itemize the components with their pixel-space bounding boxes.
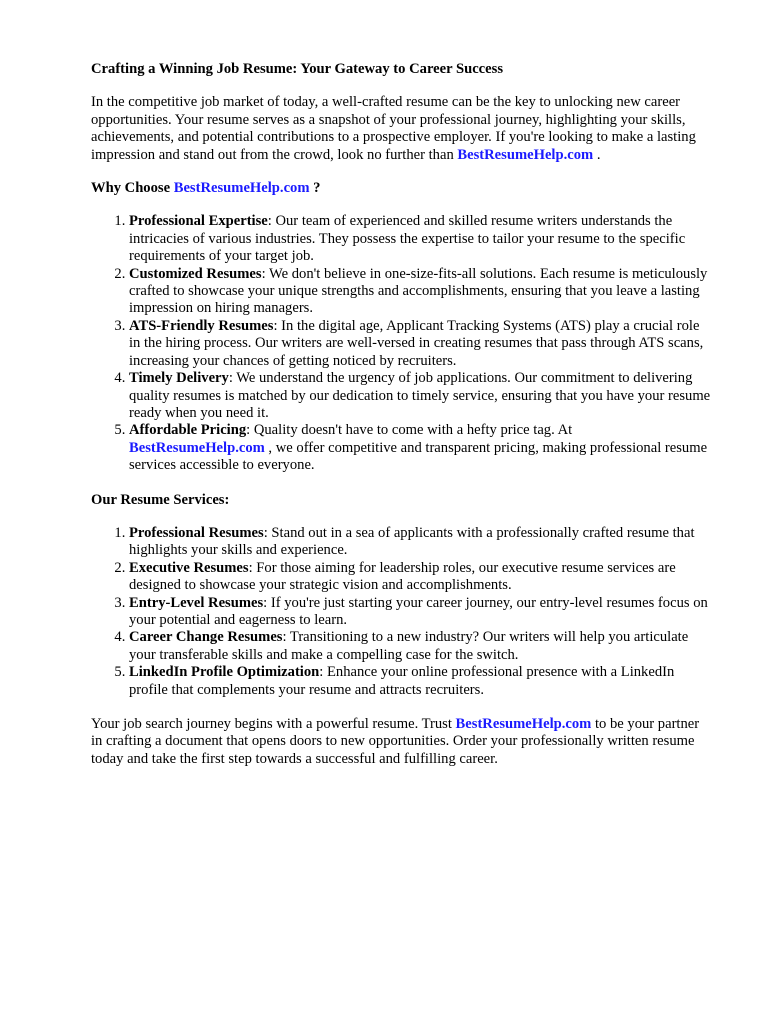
closing-site-link[interactable]: BestResumeHelp.com (455, 716, 592, 732)
intro-text: In the competitive job market of today, a well-crafted resume can be the key to unlocking new career opportunities. Your resume serves as a snapshot of your professional journey, highlighting your skills, achievements, and potential contributions to a prospective employer. If you're looking to make a lasting impression and stand out from the crowd, look no further than (91, 94, 696, 163)
item-text: : In the digital age, Applicant Tracking Systems (ATS) play a crucial role in the hiring process. Our writers are well-versed in creating resumes that pass through ATS scans, increasing your chances of getting noticed by recruiters. (129, 317, 704, 369)
services-heading: Our Resume Services: (91, 491, 230, 508)
why-site-link[interactable]: BestResumeHelp.com (173, 180, 310, 197)
item-term: Professional Expertise (129, 213, 268, 230)
document-title: Crafting a Winning Job Resume: Your Gateway to Career Success (91, 61, 503, 77)
list-item (129, 629, 711, 664)
item-term: Career Change Resumes (129, 629, 283, 646)
intro-paragraph (91, 94, 711, 164)
item-text: : Our team of experienced and skilled resume writers understands the intricacies of various industries. They possess the expertise to tailor your resume to the specific requirements of your target job. (129, 213, 686, 265)
item-term: Customized Resumes (129, 265, 262, 282)
item-term: Professional Resumes (129, 524, 264, 541)
intro-after: . (593, 146, 601, 163)
document-body (91, 61, 711, 768)
item-text: : For those aiming for leadership roles, our executive resume services are designed to showcase your strategic vision and accomplishments. (129, 559, 676, 594)
closing-paragraph (91, 716, 711, 768)
item-text: : Transitioning to a new industry? Our writers will help you articulate your transferable skills and make a compelling case for the switch. (129, 629, 689, 663)
closing-before: Your job search journey begins with a powerful resume. Trust (91, 716, 456, 732)
item-term: Entry-Level Resumes (129, 594, 264, 611)
item-text: : If you're just starting your career journey, our entry-level resumes focus on your potential and eagerness to learn. (129, 594, 708, 628)
item-text: : Stand out in a sea of applicants with a professionally crafted resume that highlights your skills and experience. (129, 524, 695, 559)
item-text: : Enhance your online professional presence with a LinkedIn profile that complements your resume and attracts recruiters. (129, 664, 675, 698)
item-term: Executive Resumes (129, 559, 249, 576)
why-prefix: Why Choose (91, 180, 174, 197)
services-list (91, 525, 711, 699)
list-item (129, 370, 711, 422)
why-suffix: ? (309, 180, 321, 197)
list-item (129, 422, 711, 474)
item-text: : We don't believe in one-size-fits-all solutions. Each resume is meticulously crafted to showcase your unique strengths and accomplishments, ensuring that you leave a lasting impression on hiring managers. (129, 265, 708, 317)
item-text-after: , we offer competitive and transparent pricing, making professional resume services accessible to everyone. (129, 439, 708, 474)
list-item (129, 318, 711, 370)
list-item (129, 664, 711, 699)
item-text: : Quality doesn't have to come with a hefty price tag. At (246, 422, 573, 439)
item-text: : We understand the urgency of job applications. Our commitment to delivering quality resumes is matched by our dedication to timely service, ensuring that you have your resume ready when you need it. (129, 370, 711, 421)
item-term: ATS-Friendly Resumes (129, 317, 274, 334)
list-item (129, 213, 711, 265)
pricing-site-link[interactable]: BestResumeHelp.com (129, 439, 265, 456)
item-term: Timely Delivery (129, 370, 229, 387)
list-item (129, 266, 711, 318)
item-term: Affordable Pricing (129, 422, 247, 439)
why-choose-heading (91, 180, 711, 197)
list-item (129, 595, 711, 630)
list-item (129, 525, 711, 560)
intro-site-link[interactable]: BestResumeHelp.com (457, 146, 594, 163)
item-term: LinkedIn Profile Optimization (129, 664, 320, 681)
closing-after: to be your partner in crafting a document that opens doors to new opportunities. Order your professionally written resume today and take the first step towards a successful and fulfilling career. (91, 716, 700, 767)
why-choose-list (91, 213, 711, 474)
list-item (129, 560, 711, 595)
